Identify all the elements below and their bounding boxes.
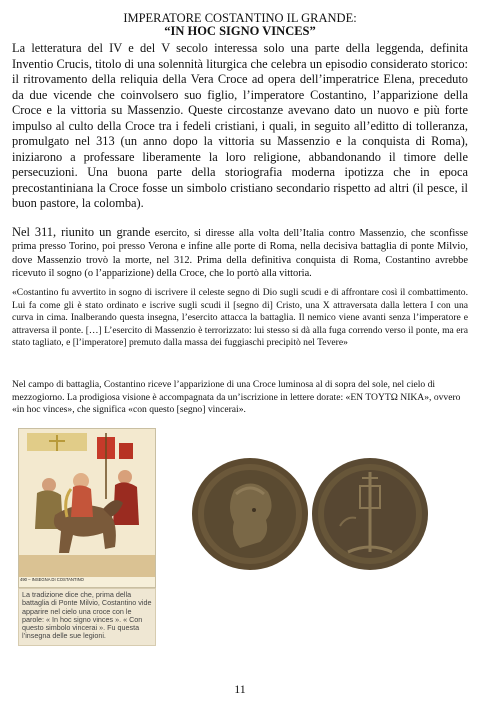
paragraph-quote: «Costantino fu avvertito in sogno di iscrivere il celeste segno di Dio sugli scudi e di affrontare così il combattimento. Lui fa come gli è stato ordinato e iscrive sugli scudi il [segno di] Cristo, una X attraversata dalla lettera I con una curva in cima. Inalberando questa insegna, l’esercito attacca la battaglia. Il nemico viene avanti senza l’imperatore e attraversa il ponte. […] L’esercito di Massenzio è terrorizzato: lui stesso si dà alla fuga correndo verso il ponte, ma era stato tagliato, e [l’imperatore] premuto dalla massa dei fuggiaschi precipitò nel Tevere» bbox=[12, 287, 468, 349]
page-subtitle: “IN HOC SIGNO VINCES” bbox=[164, 24, 316, 38]
caption-text: La tradizione dice che, prima della battaglia di Ponte Milvio, Costantino vide apparire nel cielo una croce con le parole: « In hoc signo vinces ». « Con questo simbolo vincerai ». Fu questa l’insegna delle sue legioni. bbox=[22, 590, 152, 641]
paragraph-battle-text: esercito, si diresse alla volta dell’Italia contro Massenzio, che sconfisse prima presso Torino, poi presso Verona e infine alle porte di Roma, nella decisiva battaglia di ponte Milvio, dove Massenzio trovò la morte, nel 312. Prima della definitiva conquista di Roma, Costantino avrebbe ricevuto il sogno (o l’apparizione) della Croce, che lo portò alla vittoria. bbox=[12, 228, 468, 280]
constantine-illustration bbox=[19, 429, 155, 577]
page-title: IMPERATORE COSTANTINO IL GRANDE: bbox=[123, 11, 357, 25]
coin-obverse bbox=[192, 458, 308, 570]
paragraph-vision: Nel campo di battaglia, Costantino riceve l’apparizione di una Croce luminosa al di sopra del sole, nel cielo di mezzogiorno. La prodigiosa visione è accompagnata da un’iscrizione in lettere dorate: «EN TOYTΩ NIKA», ovvero «in hoc vinces», che significa «con questo [segno] vincerai». bbox=[12, 379, 461, 416]
coin-reverse bbox=[312, 458, 428, 570]
paragraph-intro: La letteratura del IV e del V secolo interessa solo una parte della leggenda, definita Inventio Crucis, titolo di una solennità liturgica che celebra un episodio considerato storico: il ritrovamento della reliquia della Vera Croce ad opera dell’imperatrice Elena, preceduto da due vicende che coinvolsero suo figlio, l’imperatore Costantino, l’apparizione della Croce e la vittoria su Massenzio. Queste circostanze avevano dato un nuovo e più forte impulso al culto della Croce tra i fedeli cristiani, i quali, in seguito all’editto di tolleranza, promulgato nel 313 (un anno dopo la vittoria su Massenzio e la conquista di Roma), iniziarono a professare liberamente la loro religione, abbandonando il timore delle persecuzioni. Una buona parte della storiografia moderna ipotizza che in epoca precostantiniana la Croce fosse un simbolo cristiano secondario rispetto ad altri (il pesce, il buon pastore, la colomba). bbox=[12, 41, 468, 210]
illustration-label: 490 – INSEGNA DI COSTANTINO bbox=[20, 577, 84, 582]
paragraph-battle-lead: Nel 311, riunito un grande bbox=[12, 225, 151, 239]
illustration-card bbox=[18, 428, 156, 588]
illustration-caption bbox=[18, 588, 156, 646]
paragraph-battle bbox=[12, 226, 468, 281]
page-number: 11 bbox=[234, 682, 246, 696]
coins-photo bbox=[190, 456, 430, 574]
